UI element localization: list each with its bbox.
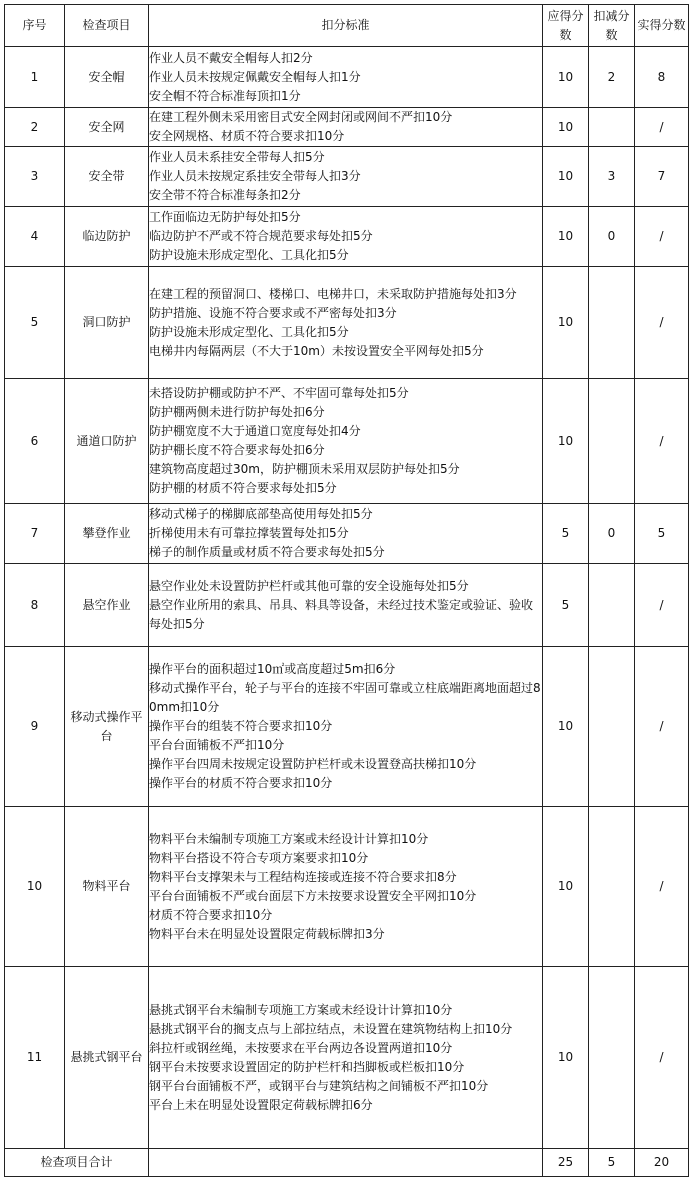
table-row: [5, 647, 689, 807]
row-seq: 6: [5, 379, 65, 504]
row-item: 攀登作业: [65, 504, 149, 564]
row-due: 10: [543, 807, 589, 967]
row-deduct: [589, 108, 635, 147]
row-criteria: [149, 564, 543, 647]
criteria-line: 防护棚宽度不大于通道口宽度每处扣4分: [149, 424, 361, 438]
row-criteria: [149, 147, 543, 207]
row-deduct: [589, 379, 635, 504]
row-actual: /: [635, 267, 689, 379]
criteria-line: 作业人员未系挂安全带每人扣5分: [149, 150, 325, 164]
row-seq: 7: [5, 504, 65, 564]
criteria-line: 悬挑式钢平台的搁支点与上部拉结点，未设置在建筑物结构上扣10分: [149, 1021, 513, 1036]
row-deduct: [589, 267, 635, 379]
row-due: 10: [543, 967, 589, 1149]
criteria-line: 防护措施、设施不符合要求或不严密每处扣3分: [149, 305, 397, 320]
row-seq: 5: [5, 267, 65, 379]
row-criteria: [149, 967, 543, 1149]
row-item: 安全帽: [65, 47, 149, 108]
row-item: 安全网: [65, 108, 149, 147]
table-footer: [5, 1149, 689, 1177]
criteria-line: 安全帽不符合标准每顶扣1分: [149, 88, 301, 103]
row-seq: 9: [5, 647, 65, 807]
row-due: 5: [543, 564, 589, 647]
criteria-line: 防护棚长度不符合要求每处扣6分: [149, 443, 325, 457]
criteria-line: 临边防护不严或不符合规范要求每处扣5分: [149, 229, 373, 243]
row-item: 通道口防护: [65, 379, 149, 504]
row-criteria: [149, 379, 543, 504]
row-actual: 5: [635, 504, 689, 564]
row-due: 10: [543, 47, 589, 108]
table-row: [5, 267, 689, 379]
row-criteria: [149, 267, 543, 379]
criteria-line: 安全带不符合标准每条扣2分: [149, 188, 301, 202]
row-seq: 10: [5, 807, 65, 967]
row-due: 10: [543, 207, 589, 267]
header-seq: 序号: [5, 5, 65, 47]
row-deduct: [589, 564, 635, 647]
criteria-line: 平台台面铺板不严或台面层下方未按要求设置安全平网扣10分: [149, 888, 477, 903]
table-header: [5, 5, 689, 47]
total-actual: 20: [635, 1149, 689, 1177]
table-row: [5, 564, 689, 647]
row-actual: /: [635, 564, 689, 647]
total-row: [5, 1149, 689, 1177]
criteria-line: 操作平台的材质不符合要求扣10分: [149, 776, 333, 790]
row-item: 安全带: [65, 147, 149, 207]
criteria-line: 防护棚两侧未进行防护每处扣6分: [149, 405, 325, 419]
row-seq: 11: [5, 967, 65, 1149]
row-due: 10: [543, 267, 589, 379]
criteria-line: 钢平台未按要求设置固定的防护栏杆和挡脚板或栏板扣10分: [149, 1059, 465, 1074]
criteria-line: 物料平台未在明显处设置限定荷载标牌扣3分: [149, 926, 385, 941]
criteria-line: 电梯井内每隔两层（不大于10m）未按设置安全平网每处扣5分: [149, 343, 484, 358]
criteria-line: 物料平台搭设不符合专项方案要求扣10分: [149, 850, 369, 865]
inspection-score-table: [4, 4, 689, 1177]
header-deduct: 扣减分数: [589, 5, 635, 47]
row-actual: /: [635, 207, 689, 267]
row-due: 10: [543, 647, 589, 807]
row-criteria: [149, 47, 543, 108]
row-deduct: 0: [589, 504, 635, 564]
row-criteria: [149, 807, 543, 967]
row-criteria: [149, 207, 543, 267]
criteria-line: 防护设施未形成定型化、工具化扣5分: [149, 324, 349, 339]
criteria-line: 悬挑式钢平台未编制专项施工方案或未经设计计算扣10分: [149, 1002, 453, 1017]
table-body: [5, 47, 689, 1149]
total-deduct: 5: [589, 1149, 635, 1177]
criteria-line: 操作平台的面积超过10㎡或高度超过5m扣6分: [149, 662, 396, 676]
header-actual: 实得分数: [635, 5, 689, 47]
criteria-line: 移动式操作平台，轮子与平台的连接不牢固可靠或立柱底端距离地面超过80mm扣10分: [149, 681, 541, 714]
criteria-line: 在建工程外侧未采用密目式安全网封闭或网间不严扣10分: [149, 110, 453, 124]
table-row: [5, 147, 689, 207]
criteria-line: 作业人员未按规定系挂安全带每人扣3分: [149, 169, 361, 183]
criteria-line: 操作平台的组装不符合要求扣10分: [149, 719, 333, 733]
row-item: 移动式操作平台: [65, 647, 149, 807]
criteria-line: 在建工程的预留洞口、楼梯口、电梯井口，未采取防护措施每处扣3分: [149, 286, 517, 301]
row-criteria: [149, 108, 543, 147]
row-item: 悬挑式钢平台: [65, 967, 149, 1149]
table-row: [5, 504, 689, 564]
criteria-line: 折梯使用未有可靠拉撑装置每处扣5分: [149, 526, 349, 540]
row-deduct: [589, 967, 635, 1149]
row-deduct: [589, 807, 635, 967]
criteria-line: 悬空作业处未设置防护栏杆或其他可靠的安全设施每处扣5分: [149, 578, 469, 593]
criteria-line: 作业人员未按规定佩戴安全帽每人扣1分: [149, 69, 361, 84]
criteria-line: 操作平台四周未按规定设置防护栏杆或未设置登高扶梯扣10分: [149, 757, 477, 771]
row-actual: /: [635, 108, 689, 147]
table-row: [5, 967, 689, 1149]
total-label: 检查项目合计: [5, 1149, 149, 1177]
row-due: 5: [543, 504, 589, 564]
table-row: [5, 207, 689, 267]
criteria-line: 未搭设防护棚或防护不严、不牢固可靠每处扣5分: [149, 386, 409, 400]
criteria-line: 物料平台支撑架未与工程结构连接或连接不符合要求扣8分: [149, 869, 457, 884]
row-seq: 8: [5, 564, 65, 647]
row-item: 洞口防护: [65, 267, 149, 379]
criteria-line: 平台台面铺板不严扣10分: [149, 738, 285, 752]
criteria-line: 移动式梯子的梯脚底部垫高使用每处扣5分: [149, 507, 373, 521]
header-item: 检查项目: [65, 5, 149, 47]
table-row: [5, 379, 689, 504]
row-seq: 2: [5, 108, 65, 147]
criteria-line: 建筑物高度超过30m，防护棚顶未采用双层防护每处扣5分: [149, 462, 460, 476]
row-due: 10: [543, 379, 589, 504]
header-due: 应得分数: [543, 5, 589, 47]
criteria-line: 防护棚的材质不符合要求每处扣5分: [149, 481, 337, 495]
row-criteria: [149, 504, 543, 564]
row-item: 临边防护: [65, 207, 149, 267]
criteria-line: 平台上未在明显处设置限定荷载标牌扣6分: [149, 1097, 373, 1112]
criteria-line: 作业人员不戴安全帽每人扣2分: [149, 50, 313, 65]
criteria-line: 梯子的制作质量或材质不符合要求每处扣5分: [149, 545, 385, 559]
table-row: [5, 108, 689, 147]
row-actual: /: [635, 807, 689, 967]
criteria-line: 材质不符合要求扣10分: [149, 907, 273, 922]
criteria-line: 悬空作业所用的索具、吊具、料具等设备，未经过技术鉴定或验证、验收每处扣5分: [149, 597, 534, 631]
table-row: [5, 807, 689, 967]
total-criteria-blank: [149, 1149, 543, 1177]
row-actual: 7: [635, 147, 689, 207]
row-actual: /: [635, 647, 689, 807]
row-criteria: [149, 647, 543, 807]
criteria-line: 斜拉杆或钢丝绳，未按要求在平台两边各设置两道扣10分: [149, 1040, 453, 1055]
row-actual: /: [635, 967, 689, 1149]
row-actual: 8: [635, 47, 689, 108]
criteria-line: 物料平台未编制专项施工方案或未经设计计算扣10分: [149, 831, 429, 846]
row-actual: /: [635, 379, 689, 504]
row-deduct: 3: [589, 147, 635, 207]
header-criteria: 扣分标准: [149, 5, 543, 47]
row-due: 10: [543, 108, 589, 147]
row-due: 10: [543, 147, 589, 207]
row-deduct: 2: [589, 47, 635, 108]
criteria-line: 钢平台台面铺板不严，或钢平台与建筑结构之间铺板不严扣10分: [149, 1078, 489, 1093]
row-deduct: 0: [589, 207, 635, 267]
row-seq: 4: [5, 207, 65, 267]
criteria-line: 工作面临边无防护每处扣5分: [149, 210, 301, 224]
total-due: 25: [543, 1149, 589, 1177]
criteria-line: 安全网规格、材质不符合要求扣10分: [149, 129, 345, 143]
row-deduct: [589, 647, 635, 807]
table-row: [5, 47, 689, 108]
row-item: 物料平台: [65, 807, 149, 967]
row-seq: 3: [5, 147, 65, 207]
row-item: 悬空作业: [65, 564, 149, 647]
criteria-line: 防护设施未形成定型化、工具化扣5分: [149, 248, 349, 262]
row-seq: 1: [5, 47, 65, 108]
